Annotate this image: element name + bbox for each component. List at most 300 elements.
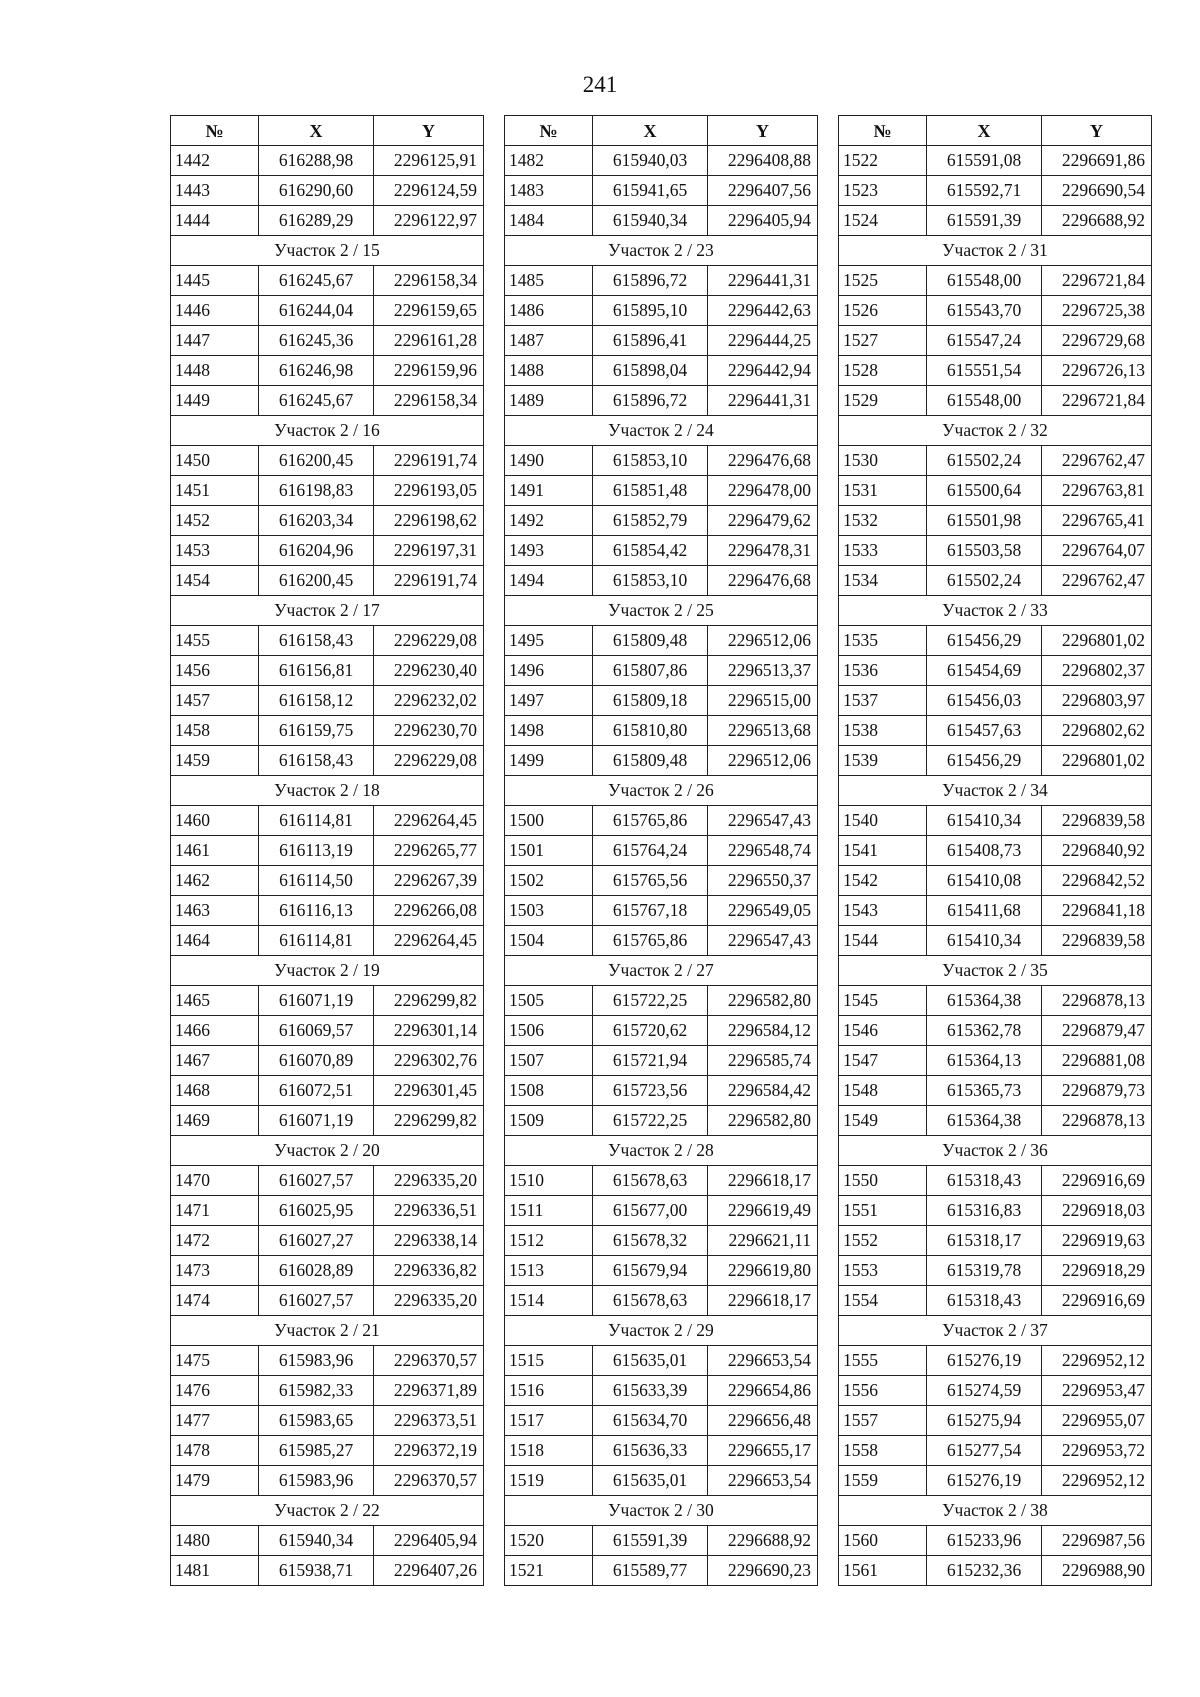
y-coordinate-cell: 2296839,58 — [1042, 926, 1152, 956]
table-row — [839, 836, 1152, 866]
point-number-cell: 1537 — [839, 686, 927, 716]
table-row — [171, 1016, 484, 1046]
table-row — [505, 836, 818, 866]
table-row — [839, 1196, 1152, 1226]
x-coordinate-cell: 615722,25 — [593, 986, 708, 1016]
x-coordinate-cell: 615364,38 — [927, 1106, 1042, 1136]
point-number-cell: 1510 — [505, 1166, 593, 1196]
x-coordinate-cell: 615809,48 — [593, 626, 708, 656]
y-coordinate-cell: 2296405,94 — [708, 206, 818, 236]
table-header-row — [171, 116, 484, 146]
y-coordinate-cell: 2296550,37 — [708, 866, 818, 896]
y-coordinate-cell: 2296191,74 — [374, 446, 484, 476]
table-row — [505, 1406, 818, 1436]
table-row — [839, 926, 1152, 956]
y-coordinate-cell: 2296547,43 — [708, 806, 818, 836]
table-row — [171, 146, 484, 176]
x-coordinate-cell: 616289,29 — [259, 206, 374, 236]
x-coordinate-cell: 615982,33 — [259, 1376, 374, 1406]
table-row — [505, 356, 818, 386]
table-row — [505, 1166, 818, 1196]
y-coordinate-cell: 2296264,45 — [374, 806, 484, 836]
x-coordinate-cell: 615276,19 — [927, 1466, 1042, 1496]
point-number-cell: 1490 — [505, 446, 593, 476]
x-coordinate-cell: 616158,12 — [259, 686, 374, 716]
y-coordinate-cell: 2296267,39 — [374, 866, 484, 896]
y-coordinate-cell: 2296125,91 — [374, 146, 484, 176]
y-coordinate-cell: 2296878,13 — [1042, 986, 1152, 1016]
table-row — [171, 446, 484, 476]
point-number-cell: 1454 — [171, 566, 259, 596]
point-number-cell: 1448 — [171, 356, 259, 386]
point-number-cell: 1546 — [839, 1016, 927, 1046]
point-number-cell: 1554 — [839, 1286, 927, 1316]
x-coordinate-cell: 615895,10 — [593, 296, 708, 326]
y-coordinate-cell: 2296653,54 — [708, 1466, 818, 1496]
y-coordinate-cell: 2296230,40 — [374, 656, 484, 686]
x-coordinate-cell: 615454,69 — [927, 656, 1042, 686]
section-row — [839, 1496, 1152, 1526]
y-coordinate-cell: 2296690,54 — [1042, 176, 1152, 206]
section-row — [171, 596, 484, 626]
section-row — [171, 776, 484, 806]
table-row — [839, 326, 1152, 356]
table-row — [171, 896, 484, 926]
section-row — [505, 596, 818, 626]
table-row — [171, 1376, 484, 1406]
table-row — [839, 296, 1152, 326]
table-row — [505, 716, 818, 746]
section-title: Участок 2 / 36 — [839, 1136, 1152, 1166]
x-coordinate-cell: 616071,19 — [259, 1106, 374, 1136]
point-number-cell: 1543 — [839, 896, 927, 926]
table-row — [839, 506, 1152, 536]
table-row — [505, 326, 818, 356]
table-row — [171, 866, 484, 896]
x-coordinate-cell: 615362,78 — [927, 1016, 1042, 1046]
x-coordinate-cell: 616203,34 — [259, 506, 374, 536]
point-number-cell: 1449 — [171, 386, 259, 416]
point-number-cell: 1536 — [839, 656, 927, 686]
section-row — [505, 1496, 818, 1526]
point-number-cell: 1480 — [171, 1526, 259, 1556]
point-number-cell: 1555 — [839, 1346, 927, 1376]
x-coordinate-cell: 615678,63 — [593, 1286, 708, 1316]
table-row — [839, 1166, 1152, 1196]
table-row — [171, 626, 484, 656]
table-row — [171, 326, 484, 356]
y-coordinate-cell: 2296197,31 — [374, 536, 484, 566]
y-coordinate-cell: 2296442,63 — [708, 296, 818, 326]
y-coordinate-cell: 2296230,70 — [374, 716, 484, 746]
y-coordinate-cell: 2296801,02 — [1042, 626, 1152, 656]
table-row — [171, 1226, 484, 1256]
x-coordinate-cell: 616027,27 — [259, 1226, 374, 1256]
x-coordinate-cell: 615633,39 — [593, 1376, 708, 1406]
point-number-cell: 1504 — [505, 926, 593, 956]
header-y: Y — [708, 116, 818, 146]
y-coordinate-cell: 2296653,54 — [708, 1346, 818, 1376]
table-row — [505, 746, 818, 776]
x-coordinate-cell: 615592,71 — [927, 176, 1042, 206]
x-coordinate-cell: 615276,19 — [927, 1346, 1042, 1376]
y-coordinate-cell: 2296335,20 — [374, 1166, 484, 1196]
y-coordinate-cell: 2296301,14 — [374, 1016, 484, 1046]
section-title: Участок 2 / 30 — [505, 1496, 818, 1526]
x-coordinate-cell: 615807,86 — [593, 656, 708, 686]
table-row — [839, 1346, 1152, 1376]
table-row — [839, 476, 1152, 506]
table-row — [839, 896, 1152, 926]
header-x: X — [927, 116, 1042, 146]
x-coordinate-cell: 615591,08 — [927, 146, 1042, 176]
y-coordinate-cell: 2296442,94 — [708, 356, 818, 386]
x-coordinate-cell: 615502,24 — [927, 446, 1042, 476]
x-coordinate-cell: 615457,63 — [927, 716, 1042, 746]
table-row — [171, 1046, 484, 1076]
x-coordinate-cell: 615636,33 — [593, 1436, 708, 1466]
x-coordinate-cell: 616070,89 — [259, 1046, 374, 1076]
table-row — [505, 626, 818, 656]
section-title: Участок 2 / 18 — [171, 776, 484, 806]
section-title: Участок 2 / 35 — [839, 956, 1152, 986]
table-row — [505, 1106, 818, 1136]
y-coordinate-cell: 2296513,37 — [708, 656, 818, 686]
point-number-cell: 1556 — [839, 1376, 927, 1406]
point-number-cell: 1501 — [505, 836, 593, 866]
table-row — [839, 1016, 1152, 1046]
section-row — [505, 956, 818, 986]
x-coordinate-cell: 615318,43 — [927, 1286, 1042, 1316]
table-row — [839, 1436, 1152, 1466]
table-row — [505, 296, 818, 326]
table-row — [171, 716, 484, 746]
table-row — [171, 1436, 484, 1466]
point-number-cell: 1552 — [839, 1226, 927, 1256]
header-num: № — [171, 116, 259, 146]
point-number-cell: 1549 — [839, 1106, 927, 1136]
y-coordinate-cell: 2296953,47 — [1042, 1376, 1152, 1406]
table-row — [505, 266, 818, 296]
x-coordinate-cell: 615543,70 — [927, 296, 1042, 326]
y-coordinate-cell: 2296691,86 — [1042, 146, 1152, 176]
x-coordinate-cell: 615364,13 — [927, 1046, 1042, 1076]
table-row — [505, 926, 818, 956]
table-row — [505, 1526, 818, 1556]
point-number-cell: 1541 — [839, 836, 927, 866]
x-coordinate-cell: 615456,03 — [927, 686, 1042, 716]
point-number-cell: 1539 — [839, 746, 927, 776]
y-coordinate-cell: 2296408,88 — [708, 146, 818, 176]
point-number-cell: 1523 — [839, 176, 927, 206]
table-row — [505, 386, 818, 416]
x-coordinate-cell: 615551,54 — [927, 356, 1042, 386]
table-row — [839, 1076, 1152, 1106]
header-y: Y — [1042, 116, 1152, 146]
section-row — [171, 1136, 484, 1166]
y-coordinate-cell: 2296158,34 — [374, 266, 484, 296]
y-coordinate-cell: 2296729,68 — [1042, 326, 1152, 356]
x-coordinate-cell: 615854,42 — [593, 536, 708, 566]
x-coordinate-cell: 615274,59 — [927, 1376, 1042, 1406]
point-number-cell: 1443 — [171, 176, 259, 206]
point-number-cell: 1493 — [505, 536, 593, 566]
table-row — [505, 566, 818, 596]
x-coordinate-cell: 615316,83 — [927, 1196, 1042, 1226]
y-coordinate-cell: 2296265,77 — [374, 836, 484, 866]
x-coordinate-cell: 615896,41 — [593, 326, 708, 356]
x-coordinate-cell: 615983,65 — [259, 1406, 374, 1436]
x-coordinate-cell: 615767,18 — [593, 896, 708, 926]
section-title: Участок 2 / 28 — [505, 1136, 818, 1166]
section-title: Участок 2 / 26 — [505, 776, 818, 806]
x-coordinate-cell: 616200,45 — [259, 446, 374, 476]
x-coordinate-cell: 615983,96 — [259, 1466, 374, 1496]
y-coordinate-cell: 2296762,47 — [1042, 446, 1152, 476]
x-coordinate-cell: 615233,96 — [927, 1526, 1042, 1556]
point-number-cell: 1453 — [171, 536, 259, 566]
point-number-cell: 1503 — [505, 896, 593, 926]
y-coordinate-cell: 2296158,34 — [374, 386, 484, 416]
y-coordinate-cell: 2296839,58 — [1042, 806, 1152, 836]
point-number-cell: 1444 — [171, 206, 259, 236]
section-title: Участок 2 / 37 — [839, 1316, 1152, 1346]
point-number-cell: 1468 — [171, 1076, 259, 1106]
section-title: Участок 2 / 20 — [171, 1136, 484, 1166]
y-coordinate-cell: 2296229,08 — [374, 626, 484, 656]
y-coordinate-cell: 2296879,73 — [1042, 1076, 1152, 1106]
y-coordinate-cell: 2296688,92 — [1042, 206, 1152, 236]
y-coordinate-cell: 2296618,17 — [708, 1166, 818, 1196]
section-title: Участок 2 / 38 — [839, 1496, 1152, 1526]
table-row — [839, 806, 1152, 836]
point-number-cell: 1535 — [839, 626, 927, 656]
x-coordinate-cell: 616288,98 — [259, 146, 374, 176]
point-number-cell: 1489 — [505, 386, 593, 416]
x-coordinate-cell: 615548,00 — [927, 266, 1042, 296]
x-coordinate-cell: 615501,98 — [927, 506, 1042, 536]
table-row — [839, 1406, 1152, 1436]
table-row — [171, 536, 484, 566]
point-number-cell: 1488 — [505, 356, 593, 386]
section-row — [839, 596, 1152, 626]
point-number-cell: 1561 — [839, 1556, 927, 1586]
x-coordinate-cell: 616114,81 — [259, 806, 374, 836]
x-coordinate-cell: 615635,01 — [593, 1466, 708, 1496]
table-row — [505, 1286, 818, 1316]
point-number-cell: 1547 — [839, 1046, 927, 1076]
table-row — [171, 656, 484, 686]
y-coordinate-cell: 2296916,69 — [1042, 1286, 1152, 1316]
table-row — [839, 536, 1152, 566]
x-coordinate-cell: 615318,43 — [927, 1166, 1042, 1196]
point-number-cell: 1511 — [505, 1196, 593, 1226]
section-row — [505, 416, 818, 446]
point-number-cell: 1474 — [171, 1286, 259, 1316]
point-number-cell: 1446 — [171, 296, 259, 326]
y-coordinate-cell: 2296476,68 — [708, 446, 818, 476]
y-coordinate-cell: 2296548,74 — [708, 836, 818, 866]
y-coordinate-cell: 2296336,51 — [374, 1196, 484, 1226]
x-coordinate-cell: 615547,24 — [927, 326, 1042, 356]
x-coordinate-cell: 615591,39 — [593, 1526, 708, 1556]
table-row — [171, 1286, 484, 1316]
y-coordinate-cell: 2296513,68 — [708, 716, 818, 746]
x-coordinate-cell: 616069,57 — [259, 1016, 374, 1046]
point-number-cell: 1525 — [839, 266, 927, 296]
y-coordinate-cell: 2296299,82 — [374, 986, 484, 1016]
x-coordinate-cell: 616025,95 — [259, 1196, 374, 1226]
section-row — [839, 236, 1152, 266]
y-coordinate-cell: 2296336,82 — [374, 1256, 484, 1286]
table-row — [839, 446, 1152, 476]
x-coordinate-cell: 615275,94 — [927, 1406, 1042, 1436]
table-row — [505, 806, 818, 836]
x-coordinate-cell: 615983,96 — [259, 1346, 374, 1376]
point-number-cell: 1533 — [839, 536, 927, 566]
y-coordinate-cell: 2296266,08 — [374, 896, 484, 926]
table-row — [171, 206, 484, 236]
x-coordinate-cell: 616159,75 — [259, 716, 374, 746]
y-coordinate-cell: 2296619,49 — [708, 1196, 818, 1226]
x-coordinate-cell: 615456,29 — [927, 626, 1042, 656]
y-coordinate-cell: 2296879,47 — [1042, 1016, 1152, 1046]
point-number-cell: 1487 — [505, 326, 593, 356]
y-coordinate-cell: 2296801,02 — [1042, 746, 1152, 776]
point-number-cell: 1442 — [171, 146, 259, 176]
x-coordinate-cell: 615232,36 — [927, 1556, 1042, 1586]
point-number-cell: 1524 — [839, 206, 927, 236]
point-number-cell: 1509 — [505, 1106, 593, 1136]
point-number-cell: 1520 — [505, 1526, 593, 1556]
x-coordinate-cell: 615851,48 — [593, 476, 708, 506]
table-row — [171, 266, 484, 296]
table-row — [505, 1436, 818, 1466]
point-number-cell: 1486 — [505, 296, 593, 326]
point-number-cell: 1481 — [171, 1556, 259, 1586]
y-coordinate-cell: 2296803,97 — [1042, 686, 1152, 716]
table-row — [839, 1046, 1152, 1076]
y-coordinate-cell: 2296512,06 — [708, 746, 818, 776]
page-number: 241 — [582, 72, 618, 97]
y-coordinate-cell: 2296918,03 — [1042, 1196, 1152, 1226]
y-coordinate-cell: 2296721,84 — [1042, 386, 1152, 416]
table-row — [171, 476, 484, 506]
table-row — [505, 536, 818, 566]
x-coordinate-cell: 615410,34 — [927, 926, 1042, 956]
y-coordinate-cell: 2296441,31 — [708, 386, 818, 416]
x-coordinate-cell: 615765,86 — [593, 806, 708, 836]
point-number-cell: 1505 — [505, 986, 593, 1016]
point-number-cell: 1472 — [171, 1226, 259, 1256]
y-coordinate-cell: 2296299,82 — [374, 1106, 484, 1136]
coordinate-table-3 — [838, 115, 1152, 1586]
point-number-cell: 1475 — [171, 1346, 259, 1376]
y-coordinate-cell: 2296229,08 — [374, 746, 484, 776]
y-coordinate-cell: 2296988,90 — [1042, 1556, 1152, 1586]
table-row — [171, 1556, 484, 1586]
x-coordinate-cell: 616245,67 — [259, 266, 374, 296]
section-row — [171, 956, 484, 986]
point-number-cell: 1496 — [505, 656, 593, 686]
x-coordinate-cell: 616116,13 — [259, 896, 374, 926]
point-number-cell: 1492 — [505, 506, 593, 536]
y-coordinate-cell: 2296841,18 — [1042, 896, 1152, 926]
table-row — [505, 1256, 818, 1286]
point-number-cell: 1512 — [505, 1226, 593, 1256]
table-row — [839, 1376, 1152, 1406]
x-coordinate-cell: 615500,64 — [927, 476, 1042, 506]
point-number-cell: 1494 — [505, 566, 593, 596]
x-coordinate-cell: 615896,72 — [593, 386, 708, 416]
point-number-cell: 1519 — [505, 1466, 593, 1496]
y-coordinate-cell: 2296407,56 — [708, 176, 818, 206]
x-coordinate-cell: 615502,24 — [927, 566, 1042, 596]
y-coordinate-cell: 2296725,38 — [1042, 296, 1152, 326]
y-coordinate-cell: 2296955,07 — [1042, 1406, 1152, 1436]
section-title: Участок 2 / 16 — [171, 416, 484, 446]
point-number-cell: 1531 — [839, 476, 927, 506]
table-row — [171, 686, 484, 716]
y-coordinate-cell: 2296547,43 — [708, 926, 818, 956]
x-coordinate-cell: 615634,70 — [593, 1406, 708, 1436]
table-row — [839, 1556, 1152, 1586]
table-row — [171, 296, 484, 326]
header-num: № — [505, 116, 593, 146]
x-coordinate-cell: 616158,43 — [259, 626, 374, 656]
y-coordinate-cell: 2296584,12 — [708, 1016, 818, 1046]
y-coordinate-cell: 2296444,25 — [708, 326, 818, 356]
table-row — [171, 746, 484, 776]
y-coordinate-cell: 2296621,11 — [708, 1226, 818, 1256]
table-row — [171, 806, 484, 836]
table-row — [505, 1376, 818, 1406]
section-row — [839, 1316, 1152, 1346]
table-row — [505, 176, 818, 206]
x-coordinate-cell: 615319,78 — [927, 1256, 1042, 1286]
table-row — [505, 506, 818, 536]
table-row — [839, 566, 1152, 596]
table-row — [171, 836, 484, 866]
point-number-cell: 1455 — [171, 626, 259, 656]
table-row — [505, 1466, 818, 1496]
coordinate-table-2 — [504, 115, 818, 1586]
y-coordinate-cell: 2296762,47 — [1042, 566, 1152, 596]
point-number-cell: 1506 — [505, 1016, 593, 1046]
y-coordinate-cell: 2296159,96 — [374, 356, 484, 386]
y-coordinate-cell: 2296479,62 — [708, 506, 818, 536]
point-number-cell: 1502 — [505, 866, 593, 896]
y-coordinate-cell: 2296840,92 — [1042, 836, 1152, 866]
section-title: Участок 2 / 27 — [505, 956, 818, 986]
x-coordinate-cell: 615898,04 — [593, 356, 708, 386]
x-coordinate-cell: 615678,32 — [593, 1226, 708, 1256]
section-row — [505, 1136, 818, 1166]
table-row — [171, 566, 484, 596]
table-row — [839, 176, 1152, 206]
point-number-cell: 1476 — [171, 1376, 259, 1406]
y-coordinate-cell: 2296582,80 — [708, 986, 818, 1016]
point-number-cell: 1559 — [839, 1466, 927, 1496]
table-row — [839, 656, 1152, 686]
point-number-cell: 1477 — [171, 1406, 259, 1436]
y-coordinate-cell: 2296765,41 — [1042, 506, 1152, 536]
y-coordinate-cell: 2296512,06 — [708, 626, 818, 656]
point-number-cell: 1495 — [505, 626, 593, 656]
x-coordinate-cell: 615503,58 — [927, 536, 1042, 566]
table-row — [171, 926, 484, 956]
y-coordinate-cell: 2296582,80 — [708, 1106, 818, 1136]
